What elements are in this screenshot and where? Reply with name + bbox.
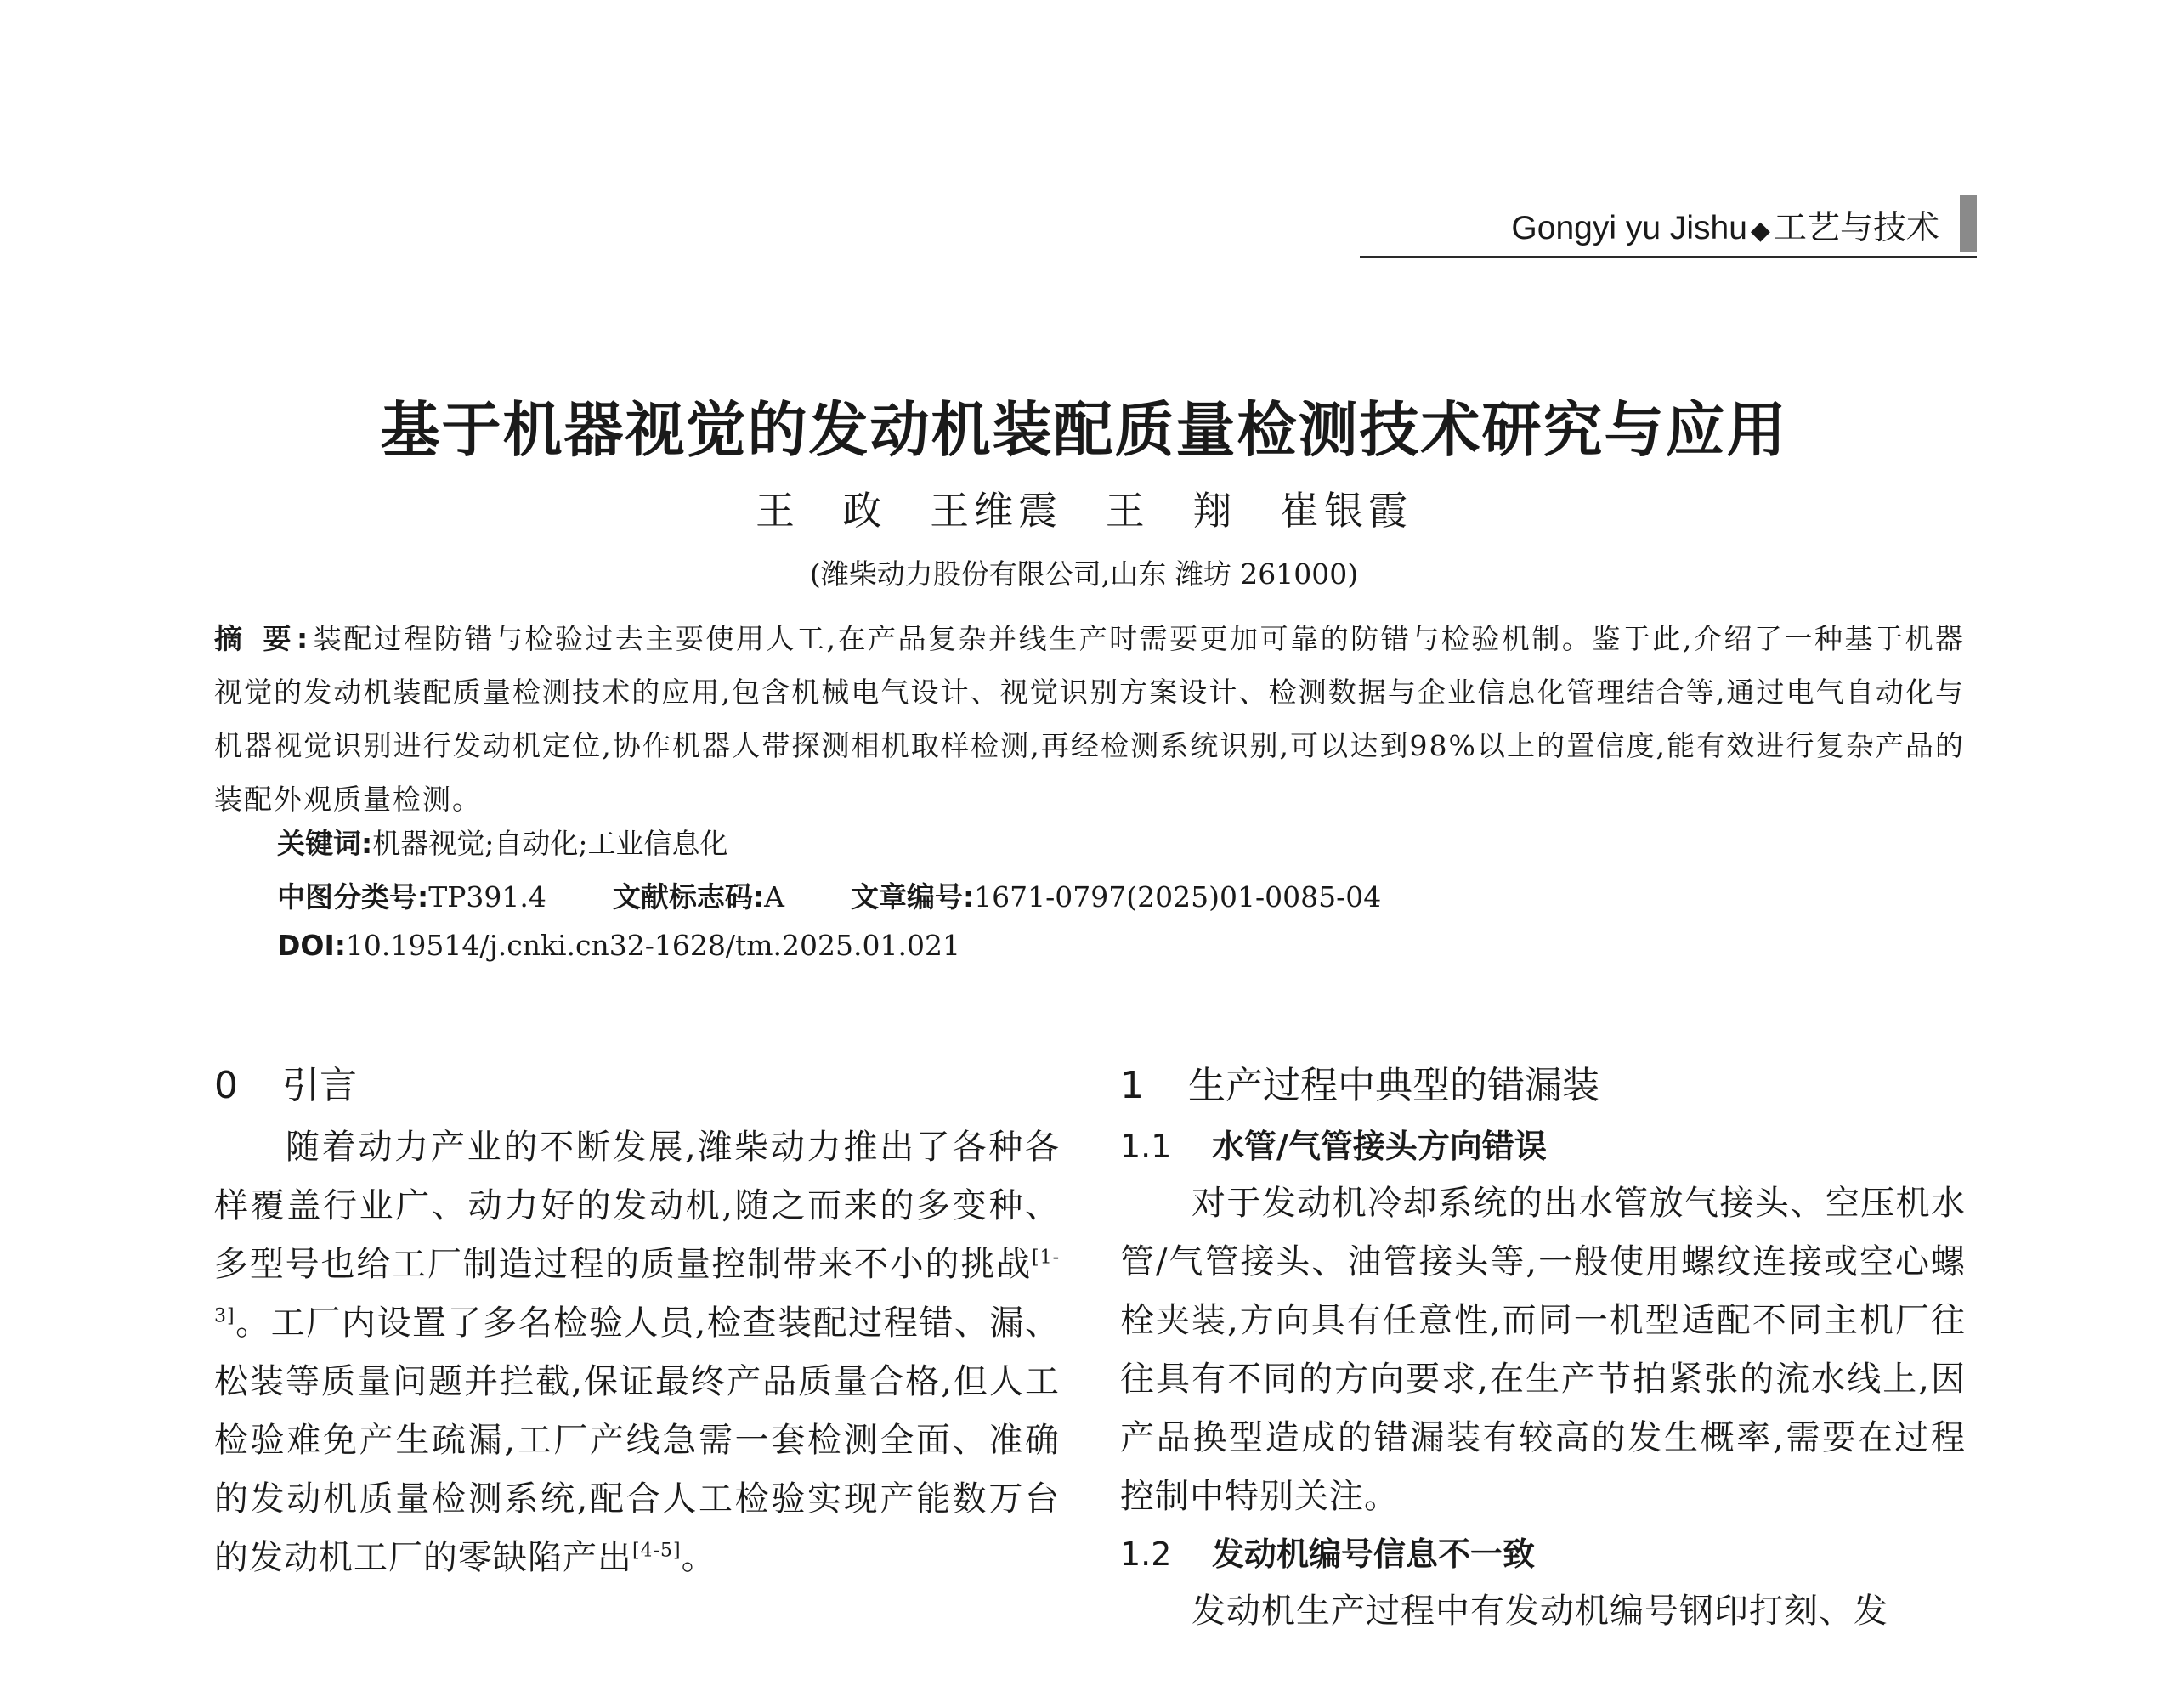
- intro-text-part2: 。工厂内设置了多名检验人员,检查装配过程错、漏、松装等质量问题并拦截,保证最终产品质量合格,但人工检验难免产生疏漏,工厂产线急需一套检测全面、准确的发动机质量检测系统,配合人工检验实现产能数万台的发动机工厂的零缺陷产出: [214, 1304, 1060, 1577]
- subsection-heading-1-2: [1120, 1526, 1966, 1582]
- doi-value: 10.19514/j.cnki.cn32-1628/tm.2025.01.021: [345, 929, 960, 962]
- subsection-1-2-paragraph: 发动机生产过程中有发动机编号钢印打刻、发: [1192, 1592, 1888, 1631]
- keywords-line: [277, 822, 727, 862]
- abstract: [214, 612, 1965, 826]
- abstract-text: 装配过程防错与检验过去主要使用人工,在产品复杂并线生产时需要更加可靠的防错与检验机制。鉴于此,介绍了一种基于机器视觉的发动机装配质量检测技术的应用,包含机械电气设计、视觉识别方案设计、检测数据与企业信息化管理结合等,通过电气自动化与机器视觉识别进行发动机定位,协作机器人带探测相机取样检测,再经检测系统识别,可以达到98%以上的置信度,能有效进行复杂产品的装配外观质量检测。: [214, 622, 1965, 816]
- running-header: [1360, 191, 1977, 258]
- section-title: 生产过程中典型的错漏装: [1188, 1064, 1599, 1107]
- diamond-icon: ◆: [1750, 217, 1770, 245]
- intro-text-part1: 随着动力产业的不断发展,潍柴动力推出了各种各样覆盖行业广、动力好的发动机,随之而来的多变种、多型号也给工厂制造过程的质量控制带来不小的挑战: [214, 1128, 1060, 1284]
- clc-value: TP391.4: [428, 880, 546, 913]
- keywords-text: 机器视觉;自动化;工业信息化: [372, 827, 728, 860]
- abstract-label: 摘 要:: [214, 622, 314, 655]
- doi-label: DOI:: [277, 929, 346, 962]
- doi-line: [277, 929, 960, 962]
- subsection-number: 1.2: [1120, 1536, 1172, 1573]
- left-column: [214, 1054, 1060, 1587]
- citation-1-3: [1-3]: [214, 1247, 1060, 1327]
- article-no-label: 文章编号:: [850, 880, 975, 913]
- section-name: 工艺与技术: [1773, 210, 1939, 246]
- subsection-title: 发动机编号信息不一致: [1212, 1536, 1536, 1573]
- subsection-1-1-paragraph: 对于发动机冷却系统的出水管放气接头、空压机水管/气管接头、油管接头等,一般使用螺纹连接或空心螺栓夹装,方向具有任意性,而同一机型适配不同主机厂往往具有不同的方向要求,在生产节拍紧张的流水线上,因产品换型造成的错漏装有较高的发生概率,需要在过程控制中特别关注。: [1120, 1184, 1966, 1516]
- introduction-paragraph: [214, 1118, 1060, 1587]
- subsection-number: 1.1: [1120, 1128, 1172, 1165]
- running-header-text: [1511, 201, 1939, 249]
- clc-label: 中图分类号:: [277, 880, 429, 913]
- affiliation: (潍柴动力股份有限公司,山东 潍坊 261000): [809, 557, 1359, 591]
- intro-text-end: 。: [681, 1538, 716, 1577]
- section-title: 引言: [282, 1064, 357, 1107]
- subsection-title: 水管/气管接头方向错误: [1212, 1128, 1547, 1165]
- section-heading-errors: [1120, 1054, 1966, 1118]
- journal-pinyin: Gongyi yu Jishu: [1511, 210, 1747, 246]
- keywords-label: 关键词:: [277, 827, 373, 860]
- doc-code-value: A: [764, 880, 784, 913]
- classification-line: [277, 875, 1381, 915]
- section-number: 0: [214, 1064, 238, 1107]
- subsection-heading-1-1: [1120, 1118, 1966, 1174]
- section-number: 1: [1120, 1064, 1144, 1107]
- section-heading-introduction: [214, 1054, 1060, 1118]
- header-bar: [1960, 195, 1977, 252]
- article-title: 基于机器视觉的发动机装配质量检测技术研究与应用: [380, 395, 1788, 465]
- doc-code-label: 文献标志码:: [612, 880, 765, 913]
- article-no-value: 1671-0797(2025)01-0085-04: [974, 880, 1382, 913]
- citation-4-5: [4-5]: [632, 1540, 682, 1562]
- right-column: [1120, 1054, 1966, 1641]
- author-list: 王 政 王维震 王 翔 崔银霞: [755, 488, 1413, 534]
